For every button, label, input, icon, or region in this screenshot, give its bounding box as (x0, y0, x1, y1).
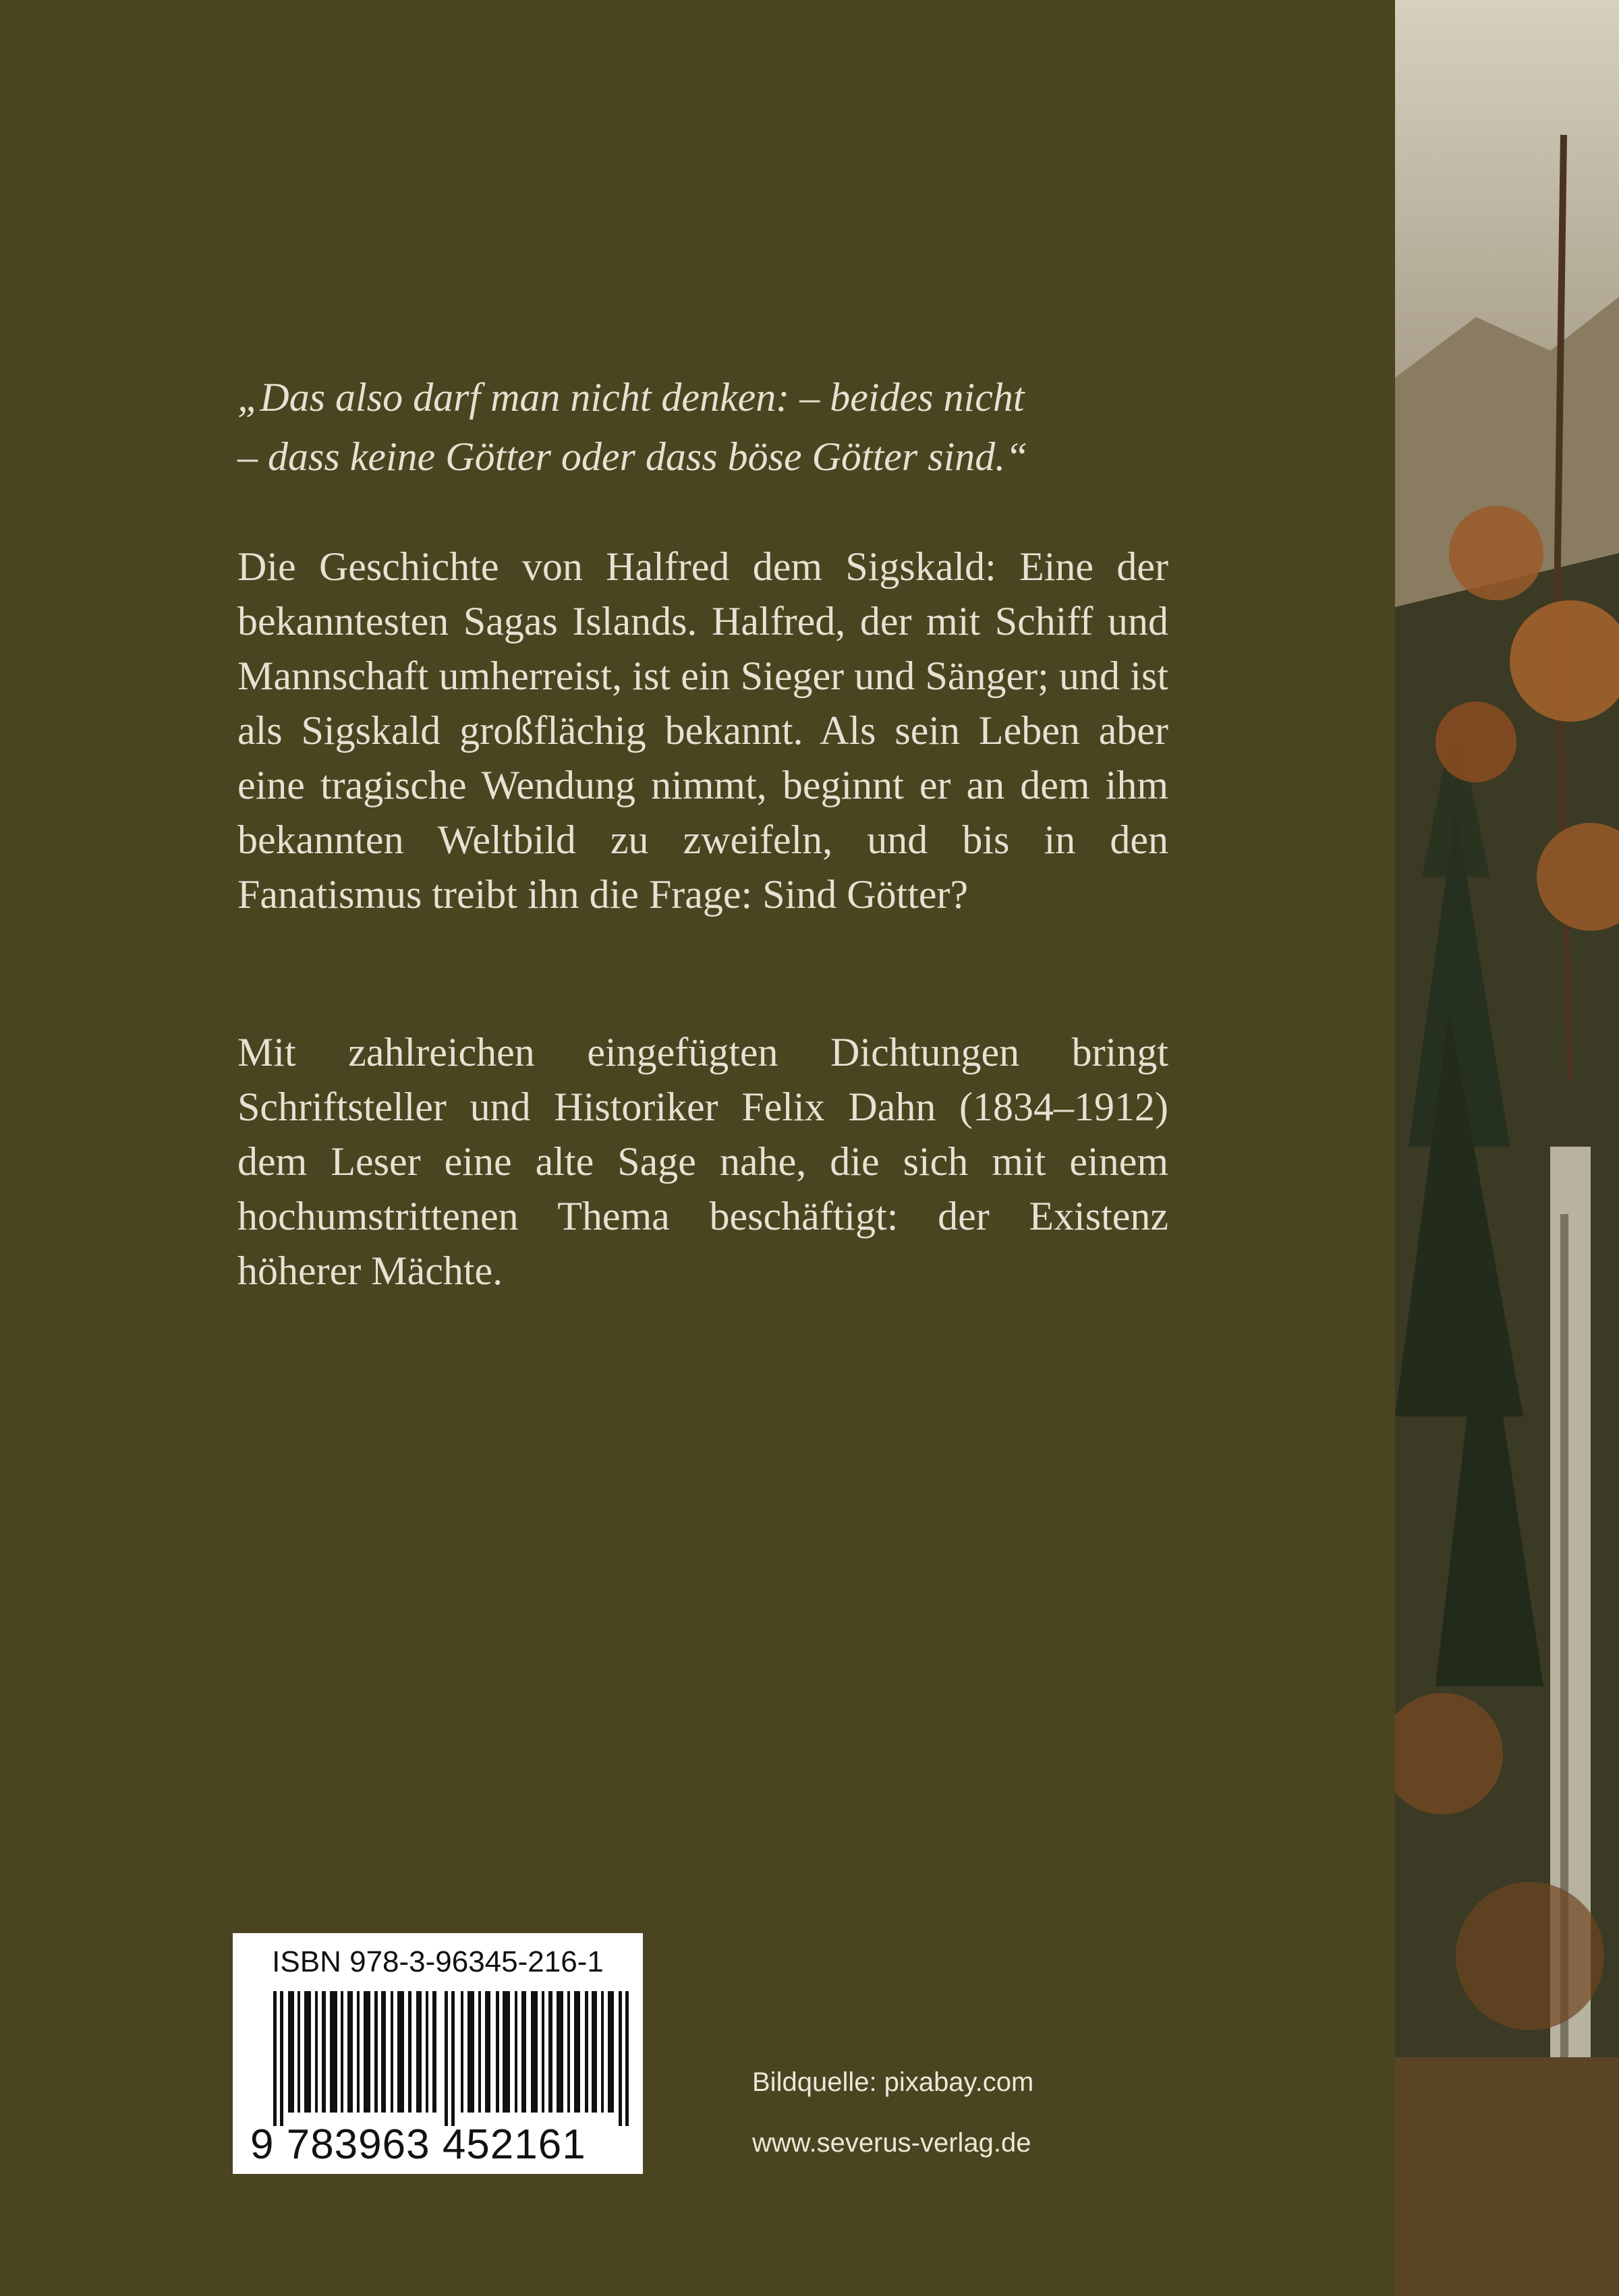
description-paragraph-1: Die Geschichte von Halfred dem Sigskald: Eine der bekanntesten Sagas Islands. Halfred, der mit Schiff und Mannschaft umherreist, ist ein Sieger und Sänger; und ist als Sigskald großflächig bekannt. Als sein Leben aber eine tragische Wendung nimmt, beginnt er an dem ihm bekannten Weltbild zu zweifeln, und bis in den Fanatismus treibt ihn die Frage: Sind Götter? (237, 544, 1168, 917)
cover-painting-strip (1395, 0, 1619, 2296)
pull-quote (237, 368, 1168, 486)
isbn-barcode (233, 1933, 643, 2174)
barcode-bars (273, 1991, 631, 2126)
image-source-credit: Bildquelle: pixabay.com (752, 2067, 1034, 2097)
forest-painting-illustration (1395, 0, 1619, 2296)
barcode-digits: 9 783963 452161 (250, 2121, 586, 2168)
publisher-website: www.severus-verlag.de (752, 2128, 1031, 2158)
isbn-label: ISBN 978-3-96345-216-1 (272, 1945, 604, 1978)
description-paragraph-2: Mit zahlreichen eingefügten Dichtungen bringt Schriftsteller und Historiker Felix Dahn (1834–1912) dem Leser eine alte Sage nahe, die sich mit einem hochumstrittenen Thema beschäftigt: der Existenz höherer Mächte. (237, 1030, 1168, 1293)
quote-line-1: „Das also darf man nicht denken: – beides nicht (237, 375, 1025, 420)
quote-line-2: – dass keine Götter oder dass böse Götter sind.“ (237, 434, 1028, 479)
